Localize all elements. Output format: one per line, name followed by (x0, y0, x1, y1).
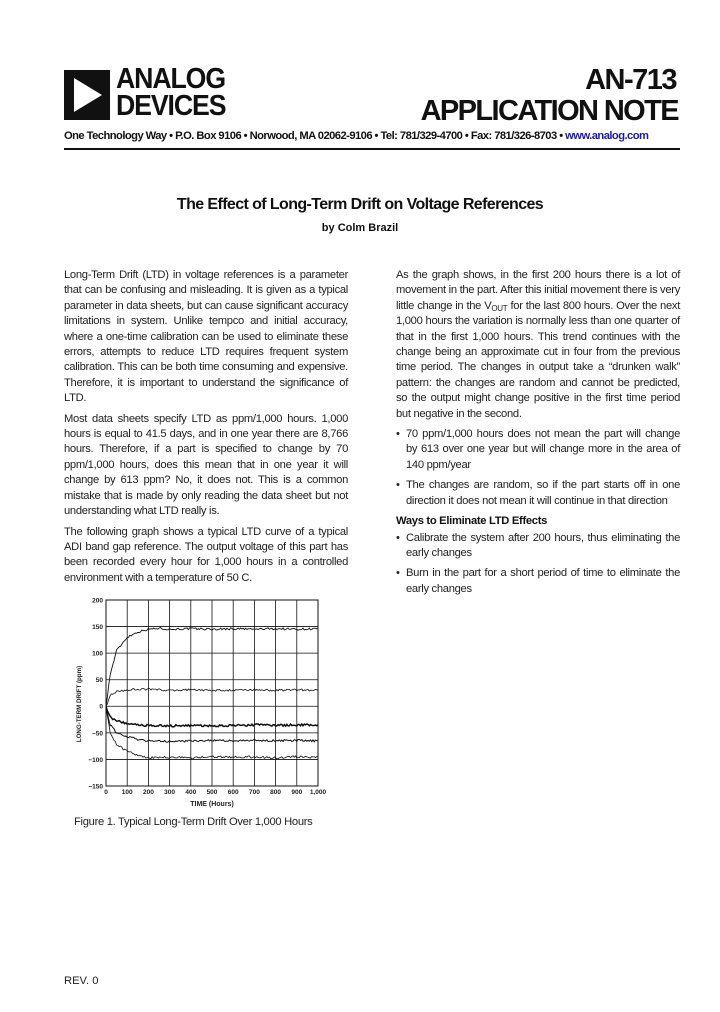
address-text: One Technology Way • P.O. Box 9106 • Norwood, MA 02062-9106 • Tel: 781/329-4700 • Fax: 781/326-8703 • (64, 130, 566, 142)
figure-caption: Figure 1. Typical Long-Term Drift Over 1,000 Hours (74, 816, 313, 828)
x-tick-label: 100 (121, 789, 133, 796)
section-heading: Ways to Eliminate LTD Effects (396, 515, 548, 528)
app-note-number: AN-713 (585, 64, 676, 96)
document-title: The Effect of Long-Term Drift on Voltage References (176, 196, 544, 213)
logo-triangle-icon (64, 70, 110, 120)
list-item: • The changes are random, so if the part starts off in one direction it does not mean it will continue in that direction (396, 479, 680, 507)
paragraph-graph-intro: The following graph shows a typical LTD curve of a typical ADI band gap reference. The output voltage of this part has been recorded every hour for 1,000 hours in a controlled environment with a temperature of 50 C. (64, 525, 348, 584)
paragraph-graph-analysis (396, 268, 680, 422)
logo-line-1: ANALOG (116, 63, 225, 95)
paragraph-datasheet: Most data sheets specify LTD as ppm/1,000 hours. 1,000 hours is equal to 41.5 days, and in one year there are 8,766 hours. Therefore, if a part is specified to change by 70 ppm/1,000 hours, does this mean that in one year it will change by 613 ppm? No, it does not. This is a common mistake that is made by only reading the data sheet but not understanding what LTD really is. (64, 412, 348, 518)
y-tick-label: 150 (92, 623, 103, 631)
x-tick-label: 900 (291, 789, 303, 796)
x-tick-label: 600 (227, 789, 239, 796)
logo-wordmark (116, 63, 226, 122)
y-tick-label: 50 (95, 677, 103, 685)
revision-label: REV. 0 (64, 975, 99, 987)
x-tick-label: 200 (142, 789, 154, 796)
analysis-text-a: As the graph shows, in the first 200 hours there is a lot of movement in the part. After this initial movement there is very little change in the V (396, 269, 680, 312)
y-tick-label: −100 (88, 756, 103, 764)
x-tick-label: 300 (164, 789, 176, 796)
right-column (396, 268, 680, 602)
website-link[interactable]: www.analog.com (565, 130, 649, 142)
y-tick-label: 100 (92, 650, 103, 658)
vout-subscript: OUT (491, 303, 508, 313)
x-tick-label: 800 (270, 789, 282, 796)
left-column (64, 268, 348, 591)
list-item: • Burn in the part for a short period of time to eliminate the early changes (396, 567, 680, 595)
paragraph-intro: Long-Term Drift (LTD) in voltage references is a parameter that can be confusing and misleading. It is given as a typical parameter in data sheets, but can cause significant accuracy limitations in system. Unlike tempco and initial accuracy, where a one-time calibration can be used to eliminate these errors, attempts to reduce LTD requires frequent system calibration. This can be both time consuming and expensive. Therefore, it is important to understand the significance of LTD. (64, 269, 348, 405)
x-tick-label: 1,000 (309, 789, 327, 796)
bullet-icon: • (396, 479, 400, 492)
list-item: • Calibrate the system after 200 hours, thus eliminating the early changes (396, 531, 680, 559)
x-tick-label: 700 (248, 789, 260, 796)
y-tick-label: −50 (91, 730, 103, 738)
analog-devices-logo (64, 63, 254, 124)
x-tick-label: 500 (206, 789, 218, 796)
y-tick-label: 0 (99, 703, 103, 711)
bullet-icon: • (396, 567, 400, 580)
company-address (64, 130, 680, 142)
bullet-icon: • (396, 531, 400, 544)
y-tick-label: −150 (88, 783, 103, 791)
x-tick-label: 400 (185, 789, 197, 796)
app-note-label: APPLICATION NOTE (420, 95, 678, 127)
header-divider (64, 148, 680, 150)
x-axis-label: TIME (Hours) (190, 801, 234, 808)
ltd-chart-svg (72, 594, 332, 810)
analysis-text-b: for the last 800 hours. Over the next 1,000 hours the variation is normally less than one quarter of that in the first 1,000 hours. This trend continues with the change being an approximate cut in four from the previous time period. The changes in output take a “drunken walk” pattern: the changes are random and cannot be predicted, so the output might change positive in the first time period but negative in the second. (396, 299, 680, 420)
logo-line-2: DEVICES (116, 90, 226, 122)
list-item: • 70 ppm/1,000 hours does not mean the part will change by 613 over one year but will change more in the area of 140 ppm/year (396, 428, 680, 471)
x-tick-label: 0 (104, 789, 108, 796)
author-byline: by Colm Brazil (321, 222, 399, 234)
ltd-chart (72, 594, 332, 810)
bullet-icon: • (396, 428, 400, 441)
y-axis-label: LONG-TERM DRIFT (ppm) (76, 665, 83, 743)
y-tick-label: 200 (92, 597, 103, 605)
